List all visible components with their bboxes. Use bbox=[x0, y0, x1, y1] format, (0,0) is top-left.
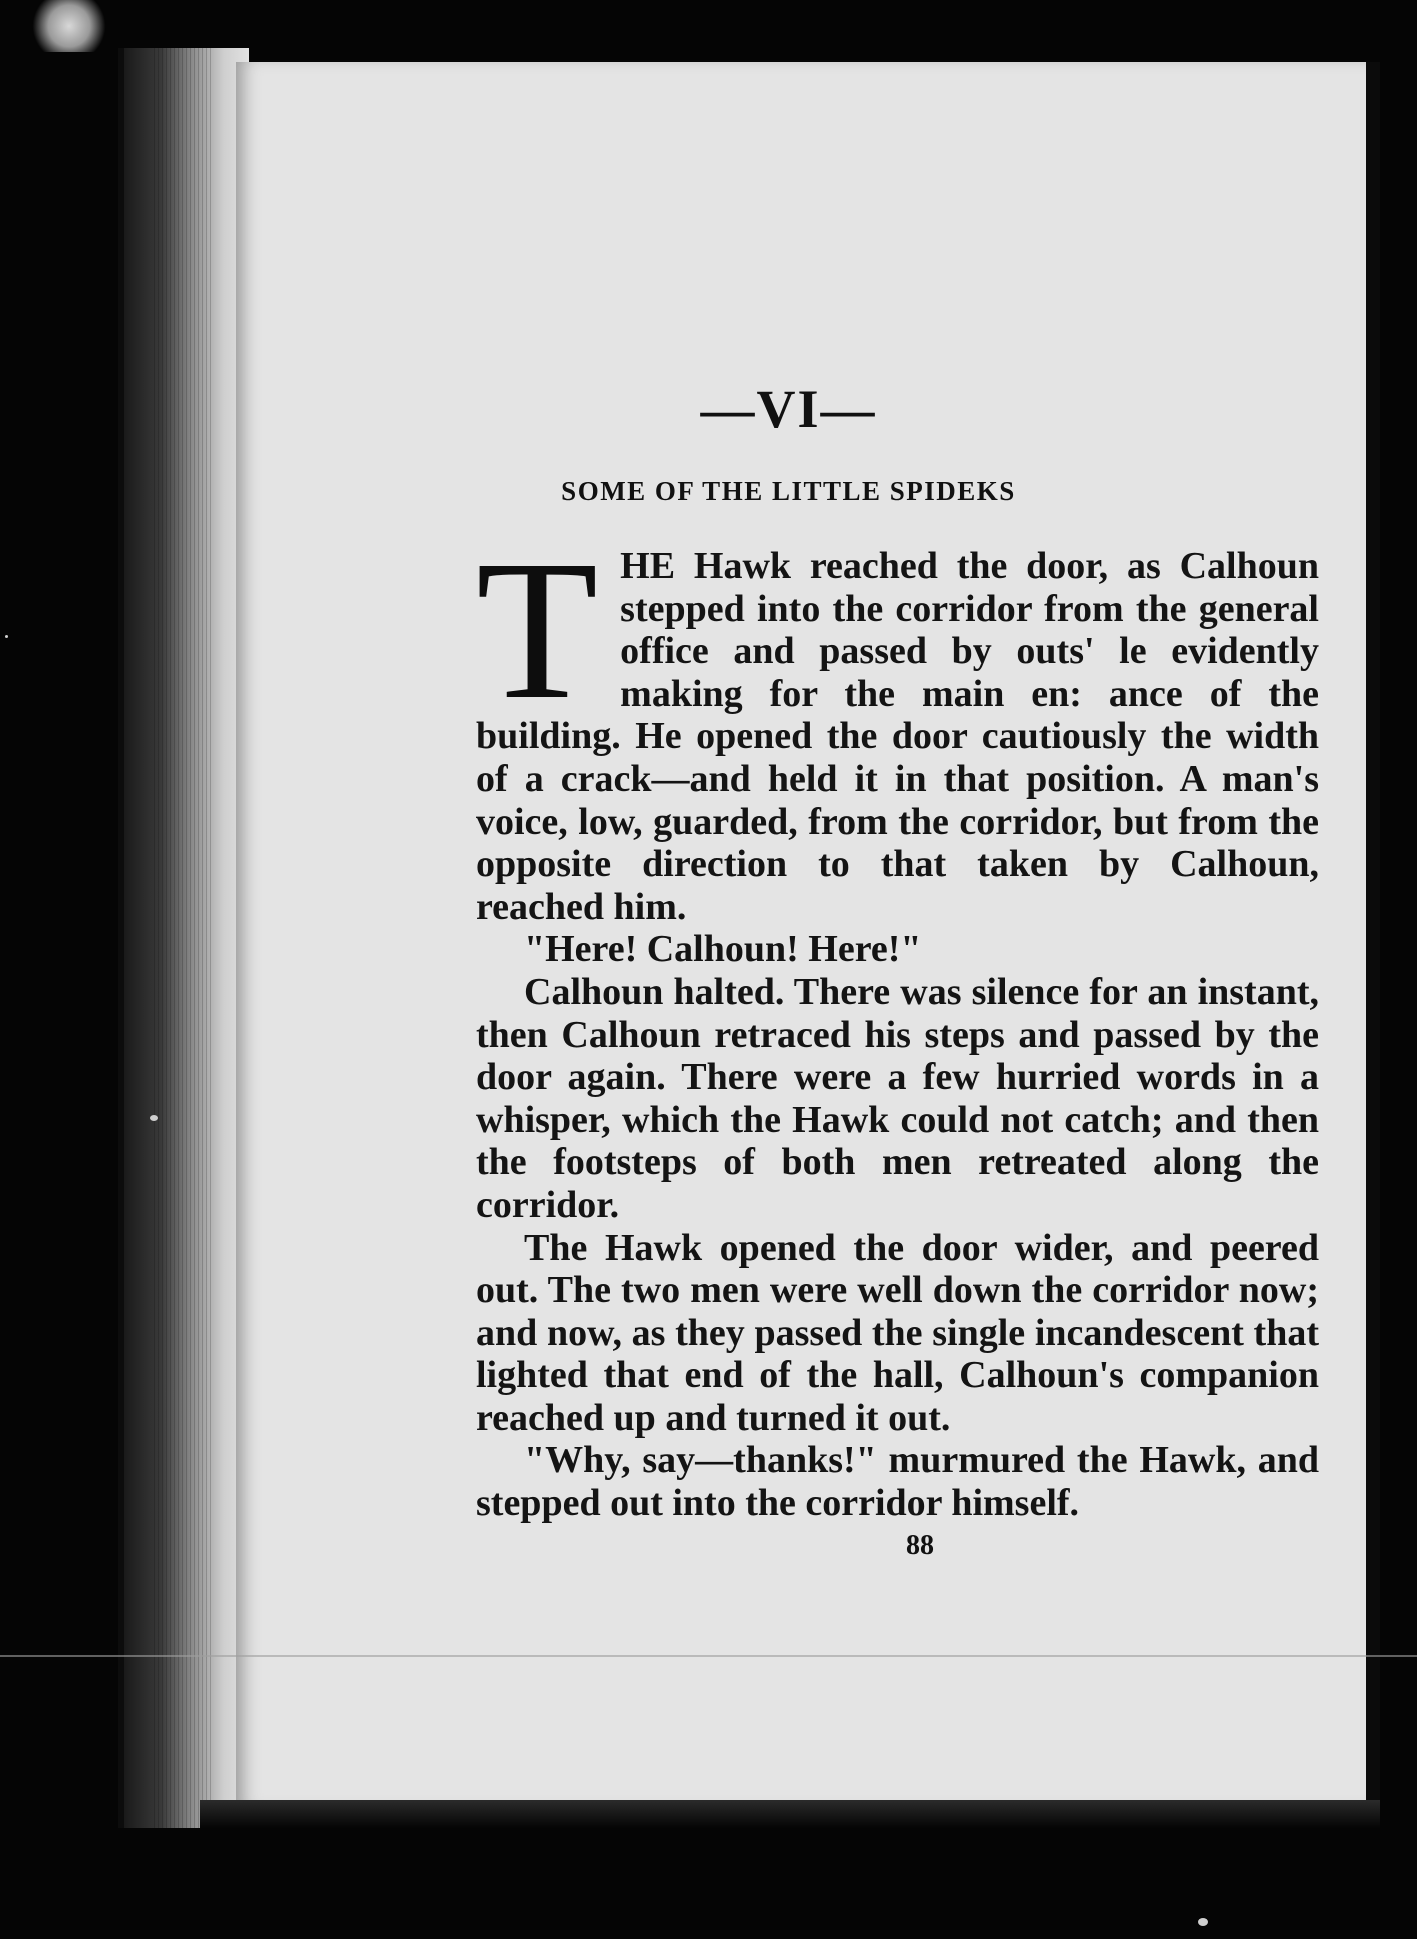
page-number: 88 bbox=[906, 1530, 934, 1561]
paragraph-text: HE Hawk reached the door, as Calhoun stepped into the corridor from the general office and passed by outs' le evidently making for the main en: ance of the building. He opened the door cautiously the width of a crack—and held it in that position. A man's voice, low, guarded, from the corridor, but from the opposite direction to that taken by Calhoun, reached him. bbox=[476, 545, 1319, 928]
scan-artifact-line bbox=[0, 1655, 1417, 1657]
book-bottom-shadow bbox=[200, 1800, 1380, 1828]
paragraph: "Why, say—thanks!" murmured the Hawk, and stepped out into the corridor himself. bbox=[476, 1439, 1319, 1525]
chapter-number: —VI— bbox=[700, 379, 877, 439]
scan-speck bbox=[5, 635, 8, 638]
paragraph: Calhoun halted. There was silence for an instant, then Calhoun retraced his steps and passed by the door again. There were a few hurried words in a whisper, which the Hawk could not catch; and then the footsteps of both men retreated along the corridor. bbox=[476, 970, 1319, 1226]
body-text bbox=[476, 520, 1319, 1525]
book-page-edges bbox=[118, 48, 249, 1828]
scan-speck bbox=[1198, 1918, 1208, 1926]
chapter-title: SOME OF THE LITTLE SPIDEKS bbox=[561, 476, 1016, 506]
scan-speck bbox=[150, 1115, 158, 1121]
scan-blot bbox=[24, 0, 114, 52]
paragraph: "Here! Calhoun! Here!" bbox=[524, 928, 922, 971]
paragraph bbox=[476, 520, 1319, 928]
drop-cap: T bbox=[476, 520, 599, 741]
paragraph: The Hawk opened the door wider, and peered out. The two men were well down the corridor now; and now, as they passed the single incandescent that lighted that end of the hall, Calhoun's companion reached up and turned it out. bbox=[476, 1226, 1319, 1439]
